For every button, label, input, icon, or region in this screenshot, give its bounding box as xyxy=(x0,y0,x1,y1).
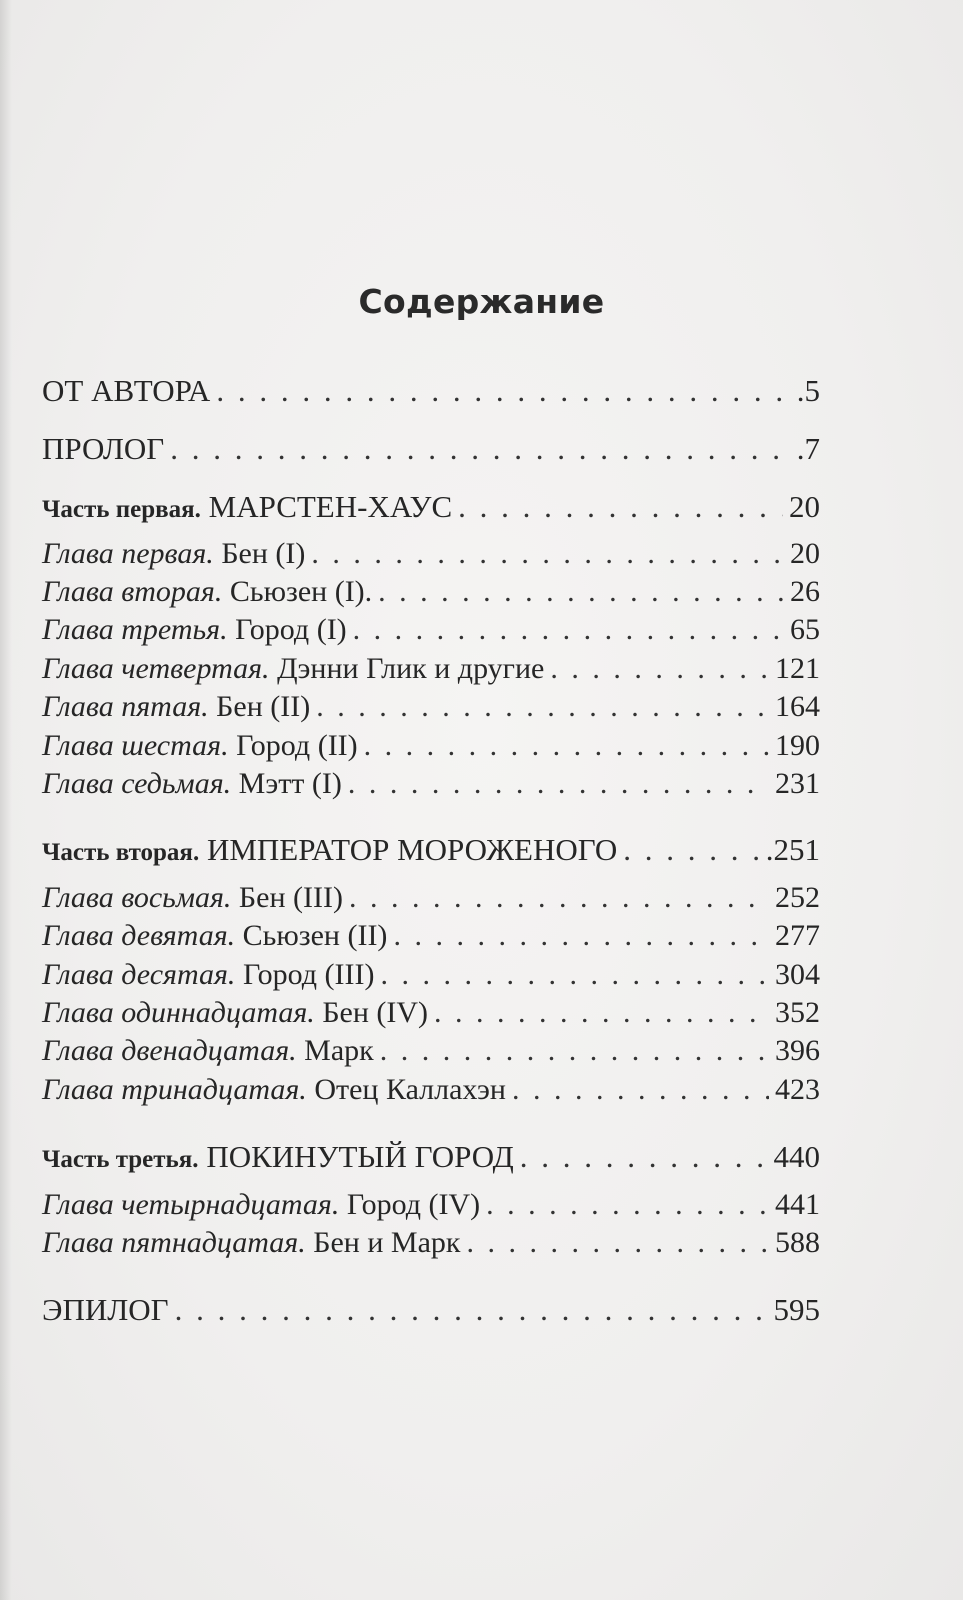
page-number: 440 xyxy=(773,1139,820,1174)
page-number: 20 xyxy=(790,537,820,570)
toc-entry-label xyxy=(42,1034,374,1068)
dot-leader xyxy=(175,1292,768,1328)
toc-chapter-entry xyxy=(42,537,820,571)
entry-title: Марк xyxy=(304,1034,374,1067)
toc-chapter-entry xyxy=(42,1034,820,1068)
toc-chapter-entry xyxy=(42,729,820,763)
page-number: 595 xyxy=(773,1292,820,1327)
toc-entry-label xyxy=(42,919,387,953)
dot-leader xyxy=(393,919,769,953)
toc-entry-label xyxy=(42,1292,169,1328)
dot-leader xyxy=(458,489,783,525)
dot-leader xyxy=(353,613,784,647)
toc-entry-label xyxy=(42,373,210,409)
toc-part-entry xyxy=(42,1139,820,1175)
entry-title: ПРОЛОГ xyxy=(42,431,165,466)
toc-entry-label xyxy=(42,431,164,467)
chapter-prefix: Глава четвертая. xyxy=(42,652,270,685)
entry-title: ПОКИНУТЫЙ ГОРОД xyxy=(206,1139,514,1174)
chapter-prefix: Глава десятая. xyxy=(42,958,236,991)
toc-entry-label xyxy=(42,652,544,686)
part-prefix: Часть вторая. xyxy=(42,839,200,866)
chapter-prefix: Глава одиннадцатая. xyxy=(42,996,315,1029)
page-title: Содержание xyxy=(358,282,605,321)
entry-title: МАРСТЕН-ХАУС xyxy=(208,489,453,524)
entry-title: Отец Каллахэн xyxy=(314,1073,506,1106)
toc-chapter-entry xyxy=(42,767,820,801)
dot-leader xyxy=(348,767,769,801)
chapter-prefix: Глава третья. xyxy=(42,613,228,646)
toc-entry-label xyxy=(42,489,452,525)
toc-entry-label xyxy=(42,958,375,992)
dot-leader xyxy=(364,729,769,763)
chapter-prefix: Глава девятая. xyxy=(42,919,236,952)
entry-title: Бен (IV) xyxy=(322,996,429,1029)
page-number: 277 xyxy=(775,919,820,952)
page-number: 252 xyxy=(775,881,820,914)
page-number: 441 xyxy=(775,1188,820,1221)
toc-entry-label xyxy=(42,996,428,1030)
page-number: .7 xyxy=(796,431,820,466)
page-number: 26 xyxy=(790,575,820,608)
toc-section-entry xyxy=(42,431,820,467)
chapter-prefix: Глава седьмая. xyxy=(42,767,232,800)
toc-part-entry xyxy=(42,489,820,525)
toc-chapter-entry xyxy=(42,919,820,953)
toc-chapter-entry xyxy=(42,1188,820,1222)
dot-leader xyxy=(381,958,770,992)
dot-leader xyxy=(316,690,769,724)
chapter-prefix: Глава шестая. xyxy=(42,729,229,762)
toc-entry-label xyxy=(42,832,617,868)
page-edge-shadow xyxy=(0,0,12,1600)
entry-title: ЭПИЛОГ xyxy=(42,1292,169,1327)
chapter-prefix: Глава двенадцатая. xyxy=(42,1034,297,1067)
entry-title: Сьюзен (II) xyxy=(242,919,388,952)
page-number: .251 xyxy=(765,832,820,867)
dot-leader xyxy=(349,881,769,915)
page-number: 304 xyxy=(775,958,820,991)
entry-title: Бен (III) xyxy=(238,881,343,914)
dot-leader xyxy=(216,373,790,409)
toc-chapter-entry xyxy=(42,575,820,609)
toc-chapter-entry xyxy=(42,613,820,647)
entry-title: Город (II) xyxy=(236,729,358,762)
toc-entry-label xyxy=(42,575,372,609)
toc-chapter-entry xyxy=(42,881,820,915)
page-number: 588 xyxy=(775,1226,820,1259)
dot-leader xyxy=(378,575,784,609)
toc-entry-label xyxy=(42,1226,460,1260)
page-number: 396 xyxy=(775,1034,820,1067)
toc-entry-label xyxy=(42,690,310,724)
toc-part-entry xyxy=(42,832,820,868)
entry-title: Бен (I) xyxy=(221,537,306,570)
toc-chapter-entry xyxy=(42,652,820,686)
part-prefix: Часть третья. xyxy=(42,1146,199,1173)
toc-entry-label xyxy=(42,767,342,801)
toc-chapter-entry xyxy=(42,1226,820,1260)
toc-section-entry xyxy=(42,1292,820,1328)
chapter-prefix: Глава четырнадцатая. xyxy=(42,1188,340,1221)
chapter-prefix: Глава восьмая. xyxy=(42,881,232,914)
page-number: 164 xyxy=(775,690,820,723)
page-number: 190 xyxy=(775,729,820,762)
page-number: 20 xyxy=(789,489,820,524)
dot-leader xyxy=(623,832,759,868)
page-number: 423 xyxy=(775,1073,820,1106)
dot-leader xyxy=(512,1073,769,1107)
toc-entry-label xyxy=(42,537,305,571)
toc-chapter-entry xyxy=(42,958,820,992)
chapter-prefix: Глава пятая. xyxy=(42,690,209,723)
dot-leader xyxy=(466,1226,769,1260)
toc-chapter-entry xyxy=(42,996,820,1030)
toc-entry-label xyxy=(42,729,358,763)
entry-title: Город (I) xyxy=(235,613,347,646)
page-number: 65 xyxy=(790,613,820,646)
toc-entry-label xyxy=(42,881,343,915)
page-number: 231 xyxy=(775,767,820,800)
chapter-prefix: Глава вторая. xyxy=(42,575,223,608)
entry-title: Мэтт (I) xyxy=(238,767,342,800)
entry-title: Бен (II) xyxy=(216,690,311,723)
dot-leader xyxy=(434,996,769,1030)
page-number: 352 xyxy=(775,996,820,1029)
page-number: 121 xyxy=(775,652,820,685)
toc-entry-label xyxy=(42,1188,480,1222)
entry-title: Дэнни Глик и другие xyxy=(277,652,545,685)
toc-chapter-entry xyxy=(42,690,820,724)
entry-title: Город (III) xyxy=(242,958,375,991)
entry-title: ОТ АВТОРА xyxy=(42,373,211,408)
dot-leader xyxy=(311,537,784,571)
dot-leader xyxy=(380,1034,769,1068)
entry-title: ИМПЕРАТОР МОРОЖЕНОГО xyxy=(206,832,618,867)
toc-entry-label xyxy=(42,1139,514,1175)
part-prefix: Часть первая. xyxy=(42,496,201,523)
dot-leader xyxy=(170,431,791,467)
chapter-prefix: Глава первая. xyxy=(42,537,214,570)
toc-section-entry xyxy=(42,373,820,409)
entry-title: Бен и Марк xyxy=(313,1226,461,1259)
toc-entry-label xyxy=(42,613,347,647)
toc-chapter-entry xyxy=(42,1073,820,1107)
entry-title: Сьюзен (I). xyxy=(229,575,373,608)
entry-title: Город (IV) xyxy=(346,1188,481,1221)
dot-leader xyxy=(550,652,769,686)
dot-leader xyxy=(486,1188,769,1222)
chapter-prefix: Глава тринадцатая. xyxy=(42,1073,307,1106)
page-number: .5 xyxy=(796,373,820,408)
chapter-prefix: Глава пятнадцатая. xyxy=(42,1226,306,1259)
dot-leader xyxy=(520,1139,768,1175)
toc-entry-label xyxy=(42,1073,506,1107)
